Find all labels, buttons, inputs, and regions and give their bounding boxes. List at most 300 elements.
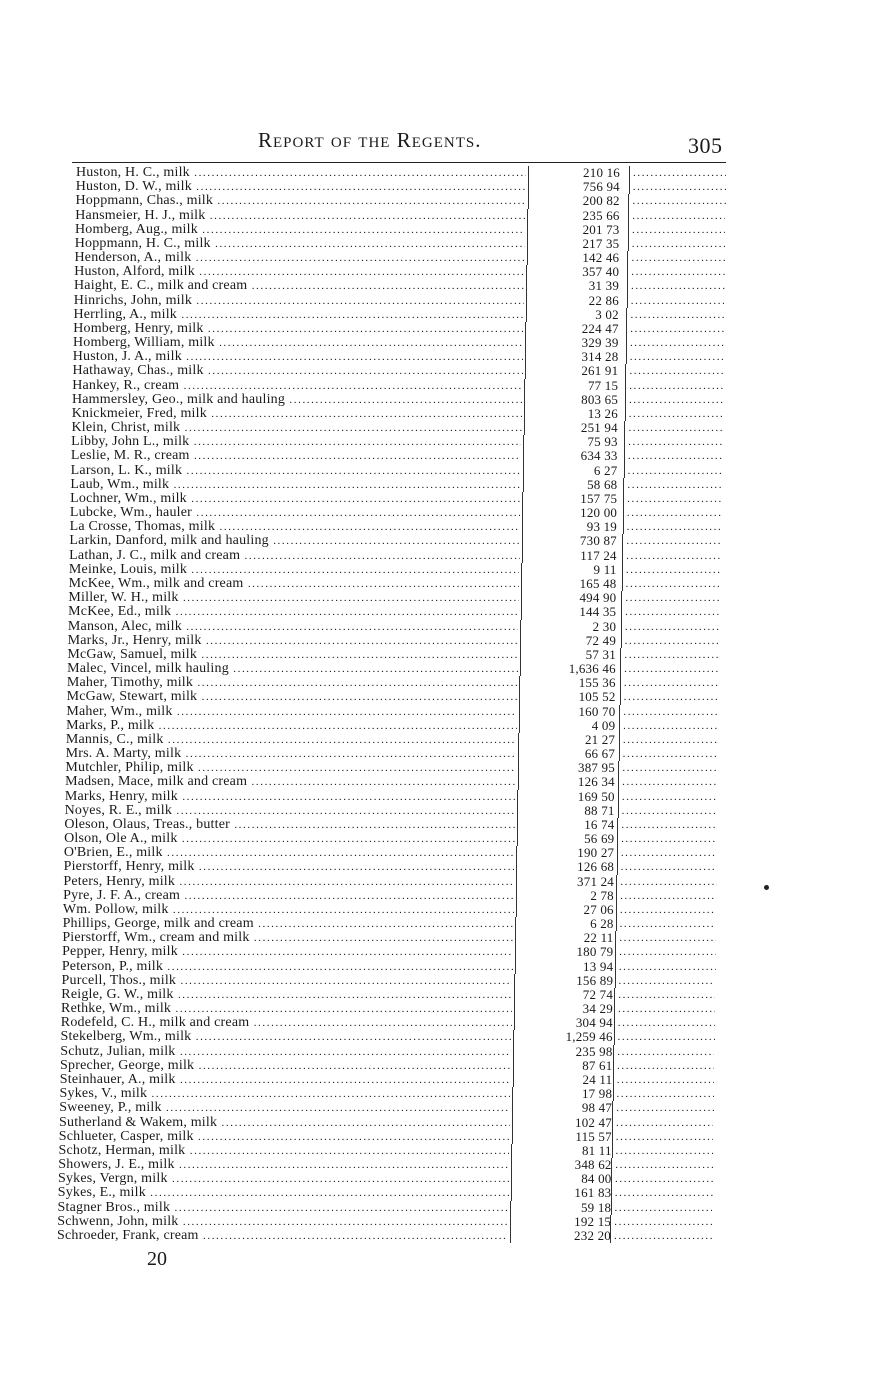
entry-amount: 1,259 46	[565, 1029, 613, 1045]
column-rule	[618, 804, 619, 818]
list-item	[0, 705, 887, 719]
entry-name: Haight, E. C., milk and cream .....	[74, 279, 524, 293]
column-rule	[619, 719, 620, 733]
column-rule	[620, 662, 621, 676]
entry-amount: 261 91	[581, 363, 619, 379]
entry-name: Henderson, A., milk .....	[74, 251, 524, 265]
column-rule	[514, 988, 515, 1002]
column-rule	[618, 761, 619, 775]
column-rule	[613, 1073, 614, 1087]
entry-amount: 17 98	[581, 1086, 613, 1102]
list-item	[0, 308, 887, 322]
entry-name: Sykes, Vergn, milk .....	[58, 1172, 509, 1186]
list-item	[0, 534, 887, 548]
column-rule	[619, 733, 620, 747]
column-rule	[616, 903, 617, 917]
column-rule	[519, 690, 520, 704]
dot-leader	[622, 804, 718, 818]
column-rule	[513, 1030, 514, 1044]
column-rule	[515, 960, 516, 974]
header-rule	[72, 162, 726, 163]
dot-leader	[624, 648, 719, 662]
column-rule	[610, 1229, 611, 1243]
list-item	[0, 875, 887, 889]
column-rule	[511, 1186, 512, 1200]
entry-amount: 232 20	[574, 1227, 611, 1243]
column-rule	[513, 1059, 514, 1073]
list-item	[0, 1186, 887, 1200]
entry-amount: 77 15	[587, 377, 619, 393]
dot-leader	[620, 903, 716, 917]
entry-name: Lathan, J. C., milk and cream .....	[69, 549, 519, 563]
entry-amount: 157 75	[580, 490, 618, 506]
column-rule	[516, 860, 517, 874]
column-rule	[517, 832, 518, 846]
list-item	[0, 662, 887, 676]
dot-leader	[623, 719, 719, 733]
entry-amount: 371 24	[577, 873, 614, 889]
entry-name: Schlueter, Casper, milk .....	[59, 1130, 510, 1144]
column-rule	[524, 379, 525, 393]
list-item	[0, 251, 887, 265]
entry-name: Leslie, M. R., cream .....	[71, 449, 521, 463]
column-rule	[623, 520, 624, 534]
list-item	[0, 860, 887, 874]
entry-name: Hathaway, Chas., milk .....	[72, 364, 522, 378]
list-item	[0, 435, 887, 449]
dot-leader	[618, 1002, 715, 1016]
signature-mark: 20	[147, 1248, 167, 1270]
entry-name: Malec, Vincel, milk hauling .....	[67, 662, 517, 676]
dot-leader	[616, 1116, 713, 1130]
entry-amount: 84 00	[581, 1171, 612, 1187]
column-rule	[611, 1201, 612, 1215]
list-item	[0, 336, 887, 350]
column-rule	[528, 166, 529, 180]
entry-amount: 58 68	[587, 476, 618, 492]
entry-amount: 180 79	[576, 944, 614, 960]
entry-name: Huston, Alford, milk .....	[74, 265, 524, 279]
entry-name: Schwenn, John, milk .....	[57, 1215, 508, 1229]
entry-amount: 387 95	[578, 760, 615, 776]
dot-leader	[630, 350, 724, 364]
list-item	[0, 1215, 887, 1229]
entry-name: Showers, J. E., milk .....	[58, 1158, 509, 1172]
list-item	[0, 478, 887, 492]
entry-amount: 72 74	[582, 986, 614, 1002]
list-item	[0, 1158, 887, 1172]
list-item	[0, 846, 887, 860]
entry-amount: 13 94	[583, 958, 614, 974]
dot-leader	[621, 860, 717, 874]
dot-leader	[625, 634, 720, 648]
entry-amount: 3 02	[595, 306, 619, 322]
column-rule	[516, 846, 517, 860]
column-rule	[522, 506, 523, 520]
entry-name: Peterson, P., milk .....	[62, 960, 513, 974]
column-rule	[621, 605, 622, 619]
dot-leader	[631, 294, 725, 308]
entry-amount: 59 18	[580, 1199, 612, 1215]
entry-name: Manson, Alec, milk .....	[68, 620, 518, 634]
column-rule	[526, 279, 527, 293]
column-rule	[629, 166, 630, 180]
column-rule	[517, 818, 518, 832]
column-rule	[521, 591, 522, 605]
list-item	[0, 761, 887, 775]
list-item	[0, 506, 887, 520]
list-item	[0, 237, 887, 251]
entry-amount: 730 87	[579, 533, 617, 549]
dot-leader	[617, 1087, 714, 1101]
column-rule	[517, 790, 518, 804]
column-rule	[518, 775, 519, 789]
list-item	[0, 464, 887, 478]
column-rule	[621, 620, 622, 634]
entry-name: Sutherland & Wakem, milk .....	[59, 1116, 510, 1130]
column-rule	[519, 676, 520, 690]
entry-name: Pepper, Henry, milk .....	[62, 945, 513, 959]
list-item	[0, 1201, 887, 1215]
column-rule	[620, 690, 621, 704]
dot-leader	[628, 449, 722, 463]
column-rule	[515, 917, 516, 931]
list-item	[0, 180, 887, 194]
entry-amount: 165 48	[579, 575, 617, 591]
list-item	[0, 676, 887, 690]
entry-name: Homberg, William, milk .....	[73, 336, 523, 350]
entry-name: Herrling, A., milk .....	[73, 308, 523, 322]
column-rule	[624, 449, 625, 463]
dot-leader	[619, 931, 716, 945]
list-item	[0, 379, 887, 393]
entry-name: Hinrichs, John, milk .....	[74, 294, 524, 308]
entry-amount: 348 62	[574, 1157, 612, 1173]
entry-name: McGaw, Stewart, milk .....	[67, 690, 517, 704]
column-rule	[612, 1130, 613, 1144]
entry-name: Reigle, G. W., milk .....	[61, 988, 512, 1002]
entry-name: Olson, Ole A., milk .....	[64, 832, 515, 846]
list-item	[0, 350, 887, 364]
column-rule	[615, 945, 616, 959]
list-item	[0, 974, 887, 988]
entry-amount: 27 06	[583, 901, 614, 917]
entry-amount: 314 28	[581, 349, 619, 365]
entry-amount: 24 11	[582, 1072, 613, 1087]
entry-amount: 87 61	[582, 1057, 613, 1073]
column-rule	[621, 591, 622, 605]
entry-name: Larson, L. K., milk .....	[71, 464, 521, 478]
entry-name: Pierstorff, Henry, milk .....	[64, 860, 515, 874]
dot-leader	[617, 1045, 714, 1059]
column-rule	[527, 237, 528, 251]
column-rule	[627, 265, 628, 279]
entry-amount: 57 31	[585, 646, 616, 662]
page-number: 305	[688, 133, 723, 158]
entry-name: Peters, Henry, milk .....	[63, 875, 514, 889]
entry-name: Homberg, Aug., milk .....	[75, 223, 525, 237]
dot-leader	[614, 1215, 712, 1229]
list-item	[0, 690, 887, 704]
list-item	[0, 194, 887, 208]
list-item	[0, 407, 887, 421]
column-rule	[525, 322, 526, 336]
entry-amount: 161 83	[574, 1185, 612, 1201]
list-item	[0, 1101, 887, 1115]
list-item	[0, 634, 887, 648]
list-item	[0, 449, 887, 463]
column-rule	[622, 577, 623, 591]
list-item	[0, 719, 887, 733]
column-rule	[626, 308, 627, 322]
entry-name: Lochner, Wm., milk .....	[70, 492, 520, 506]
column-rule	[619, 747, 620, 761]
column-rule	[520, 662, 521, 676]
dot-leader	[618, 988, 715, 1002]
column-rule	[522, 520, 523, 534]
column-rule	[512, 1087, 513, 1101]
entry-name: Hoppmann, Chas., milk .....	[75, 194, 525, 208]
column-rule	[518, 733, 519, 747]
entry-name: Rethke, Wm., milk .....	[61, 1002, 512, 1016]
list-item	[0, 832, 887, 846]
dot-leader	[626, 563, 721, 577]
column-rule	[615, 931, 616, 945]
list-item	[0, 223, 887, 237]
entry-name: Homberg, Henry, milk .....	[73, 322, 523, 336]
column-rule	[628, 223, 629, 237]
entry-name: Stekelberg, Wm., milk .....	[61, 1030, 512, 1044]
dot-leader	[625, 591, 720, 605]
entry-amount: 16 74	[584, 816, 615, 832]
column-rule	[526, 308, 527, 322]
list-item	[0, 1073, 887, 1087]
column-rule	[526, 265, 527, 279]
column-rule	[516, 875, 517, 889]
dot-leader	[620, 889, 716, 903]
entry-name: Schroeder, Frank, cream .....	[57, 1229, 508, 1243]
entry-amount: 160 70	[578, 703, 616, 719]
column-rule	[525, 336, 526, 350]
entry-amount: 117 24	[580, 547, 617, 563]
dot-leader	[627, 506, 722, 520]
list-item	[0, 1002, 887, 1016]
dot-leader	[621, 846, 717, 860]
dot-leader	[617, 1073, 714, 1087]
dot-leader	[629, 407, 723, 421]
entry-amount: 2 78	[590, 887, 614, 903]
column-rule	[615, 974, 616, 988]
dot-leader	[630, 308, 724, 322]
entry-amount: 144 35	[579, 604, 617, 620]
column-rule	[611, 1158, 612, 1172]
entry-amount: 634 33	[580, 448, 618, 464]
column-rule	[610, 1215, 611, 1229]
dot-leader	[616, 1144, 714, 1158]
dot-leader	[621, 818, 717, 832]
list-item	[0, 166, 887, 180]
entry-amount: 357 40	[582, 264, 620, 280]
list-item	[0, 960, 887, 974]
entry-amount: 93 19	[586, 519, 617, 535]
list-item	[0, 577, 887, 591]
column-rule	[522, 549, 523, 563]
list-item	[0, 917, 887, 931]
entry-name: Hansmeier, H. J., milk .....	[75, 209, 525, 223]
column-rule	[617, 832, 618, 846]
dot-leader	[629, 364, 723, 378]
list-item	[0, 393, 887, 407]
column-rule	[622, 534, 623, 548]
column-rule	[523, 478, 524, 492]
entry-name: Marks, Jr., Henry, milk .....	[68, 634, 518, 648]
dot-leader	[618, 1030, 715, 1044]
dot-leader	[630, 322, 724, 336]
dot-leader	[618, 1016, 715, 1030]
dot-leader	[621, 832, 717, 846]
dot-leader	[630, 336, 724, 350]
column-rule	[510, 1229, 511, 1243]
column-rule	[516, 889, 517, 903]
column-rule	[512, 1101, 513, 1115]
entry-amount: 200 82	[582, 193, 620, 209]
entry-amount: 13 26	[587, 405, 618, 421]
column-rule	[521, 563, 522, 577]
entry-name: Hoppmann, H. C., milk .....	[75, 237, 525, 251]
list-item	[0, 733, 887, 747]
column-rule	[614, 1016, 615, 1030]
entry-amount: 81 11	[581, 1142, 612, 1158]
entry-amount: 756 94	[582, 179, 620, 195]
column-rule	[527, 223, 528, 237]
entry-amount: 98 47	[581, 1100, 613, 1116]
column-rule	[626, 336, 627, 350]
dot-leader	[615, 1186, 713, 1200]
entry-amount: 235 98	[575, 1043, 613, 1059]
entry-amount: 120 00	[580, 505, 618, 521]
entry-amount: 31 39	[588, 278, 620, 294]
column-rule	[624, 464, 625, 478]
dot-leader	[627, 520, 722, 534]
entry-name: Hammersley, Geo., milk and hauling .....	[72, 393, 522, 407]
entry-name: Maher, Wm., milk .....	[66, 705, 517, 719]
entry-amount: 803 65	[581, 391, 619, 407]
column-rule	[623, 506, 624, 520]
entry-amount: 201 73	[582, 221, 620, 237]
column-rule	[519, 705, 520, 719]
column-rule	[624, 435, 625, 449]
column-rule	[615, 960, 616, 974]
list-item	[0, 1172, 887, 1186]
entry-name: Pyre, J. F. A., cream .....	[63, 889, 514, 903]
entry-name: Huston, D. W., milk .....	[76, 180, 526, 194]
column-rule	[613, 1087, 614, 1101]
column-rule	[628, 237, 629, 251]
list-item	[0, 775, 887, 789]
list-item	[0, 605, 887, 619]
column-rule	[512, 1116, 513, 1130]
column-rule	[616, 917, 617, 931]
column-rule	[514, 974, 515, 988]
dot-leader	[628, 464, 722, 478]
entry-amount: 102 47	[575, 1114, 612, 1130]
column-rule	[628, 194, 629, 208]
column-rule	[518, 761, 519, 775]
list-item	[0, 492, 887, 506]
entry-amount: 190 27	[577, 845, 615, 861]
dot-leader	[614, 1229, 712, 1243]
entry-amount: 21 27	[584, 731, 616, 747]
column-rule	[612, 1116, 613, 1130]
column-rule	[517, 804, 518, 818]
list-item	[0, 520, 887, 534]
list-item	[0, 1130, 887, 1144]
column-rule	[622, 549, 623, 563]
column-rule	[623, 492, 624, 506]
column-rule	[521, 605, 522, 619]
entry-name: McKee, Wm., milk and cream .....	[69, 577, 519, 591]
column-rule	[626, 322, 627, 336]
list-item	[0, 294, 887, 308]
entry-name: Marks, P., milk .....	[66, 719, 517, 733]
column-rule	[625, 407, 626, 421]
entry-amount: 210 16	[583, 165, 620, 180]
column-rule	[616, 875, 617, 889]
dot-leader	[617, 1059, 714, 1073]
list-item	[0, 421, 887, 435]
entry-amount: 1,636 46	[568, 661, 616, 677]
list-item	[0, 279, 887, 293]
entry-name: Hankey, R., cream .....	[72, 379, 522, 393]
entry-name: Sprecher, George, milk .....	[60, 1059, 511, 1073]
list-item	[0, 889, 887, 903]
column-rule	[527, 251, 528, 265]
dot-leader	[624, 676, 719, 690]
dot-leader	[623, 733, 719, 747]
entry-amount: 192 15	[574, 1213, 612, 1229]
column-rule	[620, 648, 621, 662]
entry-amount: 142 46	[582, 250, 620, 266]
entry-name: Sykes, E., milk .....	[58, 1186, 509, 1200]
list-item	[0, 1087, 887, 1101]
list-item	[0, 804, 887, 818]
entry-amount: 22 11	[583, 930, 614, 946]
column-rule	[514, 1002, 515, 1016]
entry-name: Huston, J. A., milk .....	[73, 350, 523, 364]
column-rule	[618, 775, 619, 789]
entry-name: Mrs. A. Marty, milk .....	[66, 747, 517, 761]
list-item	[0, 364, 887, 378]
entry-name: Maher, Timothy, milk .....	[67, 676, 517, 690]
column-rule	[520, 620, 521, 634]
column-rule	[515, 945, 516, 959]
entry-amount: 6 27	[593, 462, 618, 478]
dot-leader	[627, 478, 721, 492]
column-rule	[515, 931, 516, 945]
dot-leader	[622, 775, 718, 789]
dot-leader	[632, 209, 725, 223]
list-item	[0, 988, 887, 1002]
entry-name: Rodefeld, C. H., milk and cream .....	[61, 1016, 512, 1030]
list-item	[0, 1030, 887, 1044]
dot-leader	[631, 251, 724, 265]
column-rule	[524, 421, 525, 435]
dot-leader	[615, 1172, 713, 1186]
entry-name: Knickmeier, Fred, milk .....	[72, 407, 522, 421]
entry-name: Mannis, C., milk .....	[66, 733, 517, 747]
ink-speck	[764, 885, 769, 890]
list-item	[0, 1016, 887, 1030]
